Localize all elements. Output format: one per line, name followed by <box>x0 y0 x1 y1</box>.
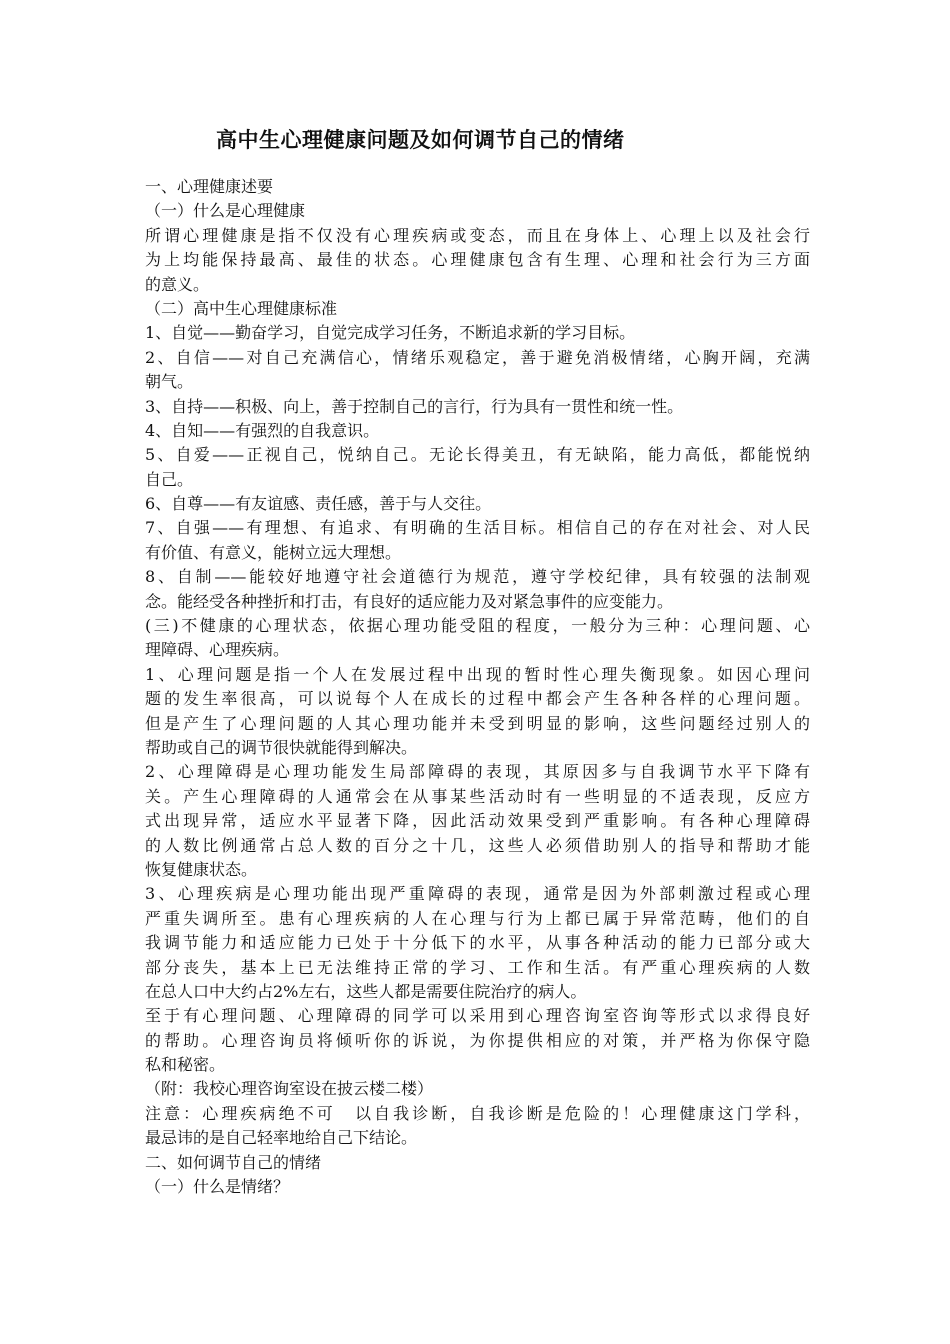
text-line: 1、心理问题是指一个人在发展过程中出现的暂时性心理失衡现象。如因心理问 <box>145 664 810 684</box>
text-line: 2、自信——对自己充满信心，情绪乐观稳定，善于避免消极情绪，心胸开阔，充满 <box>145 347 810 367</box>
text-line: 的意义。 <box>145 274 210 294</box>
text-line: 3、自持——积极、向上，善于控制自己的言行，行为具有一贯性和统一性。 <box>145 396 684 416</box>
text-line: 但是产生了心理问题的人其心理功能并未受到明显的影响，这些问题经过别人的 <box>145 713 810 733</box>
text-line: 2、心理障碍是心理功能发生局部障碍的表现，其原因多与自我调节水平下降有 <box>145 762 810 782</box>
text-line: 一、心理健康述要 <box>145 177 274 196</box>
text-line: 最忌讳的是自己轻率地给自己下结论。 <box>145 1128 418 1148</box>
text-line: 在总人口中大约占2%左右，这些人都是需要住院治疗的病人。 <box>145 981 587 1001</box>
text-line: （二）高中生心理健康标准 <box>145 298 338 318</box>
document-body <box>145 175 810 1199</box>
text-line: 帮助或自己的调节很快就能得到解决。 <box>145 737 418 757</box>
text-line: 的帮助。心理咨询员将倾听你的诉说，为你提供相应的对策，并严格为你保守隐 <box>145 1030 810 1050</box>
text-line: （附：我校心理咨询室设在披云楼二楼） <box>145 1079 434 1099</box>
text-line: 自己。 <box>145 469 194 489</box>
text-line: 部分丧失，基本上已无法维持正常的学习、工作和生活。有严重心理疾病的人数 <box>145 957 810 977</box>
text-line: 恢复健康状态。 <box>145 859 258 879</box>
text-line: 关。产生心理障碍的人通常会在从事某些活动时有一些明显的不适表现，反应方 <box>145 786 810 806</box>
text-line: 为上均能保持最高、最佳的状态。心理健康包含有生理、心理和社会行为三方面 <box>145 250 810 270</box>
text-line: 1、自觉——勤奋学习，自觉完成学习任务，不断追求新的学习目标。 <box>145 323 636 343</box>
text-line: 所谓心理健康是指不仅没有心理疾病或变态，而且在身体上、心理上以及社会行 <box>145 225 810 245</box>
text-line: 二、如何调节自己的情绪 <box>145 1152 322 1172</box>
text-line: 题的发生率很高，可以说每个人在成长的过程中都会产生各种各样的心理问题。 <box>145 689 810 709</box>
text-line: 注意：心理疾病绝不可 以自我诊断，自我诊断是危险的！心理健康这门学科， <box>145 1103 810 1123</box>
text-line: 式出现异常，适应水平显著下降，因此活动效果受到严重影响。有各种心理障碍 <box>145 811 810 831</box>
text-line: 7、自强——有理想、有追求、有明确的生活目标。相信自己的存在对社会、对人民 <box>145 518 810 538</box>
text-line: 4、自知——有强烈的自我意识。 <box>145 420 380 440</box>
text-line: 朝气。 <box>145 372 194 392</box>
text-line: 6、自尊——有友谊感、责任感，善于与人交往。 <box>145 494 492 514</box>
text-line: 理障碍、心理疾病。 <box>145 640 290 660</box>
document-title: 高中生心理健康问题及如何调节自己的情绪 <box>216 128 625 152</box>
text-line: 的人数比例通常占总人数的百分之十几，这些人必须借助别人的指导和帮助才能 <box>145 835 810 855</box>
text-line: (三)不健康的心理状态，依据心理功能受阻的程度，一般分为三种：心理问题、心 <box>145 616 810 636</box>
text-line: 私和秘密。 <box>145 1055 226 1075</box>
text-line: 有价值、有意义，能树立远大理想。 <box>145 542 402 562</box>
text-line: 念。能经受各种挫折和打击，有良好的适应能力及对紧急事件的应变能力。 <box>145 591 674 611</box>
text-line: 3、心理疾病是心理功能出现严重障碍的表现，通常是因为外部刺激过程或心理 <box>145 884 810 904</box>
text-line: （一）什么是心理健康 <box>145 201 306 221</box>
text-line: 我调节能力和适应能力已处于十分低下的水平，从事各种活动的能力已部分或大 <box>145 933 810 953</box>
text-line: （一）什么是情绪？ <box>145 1177 290 1197</box>
text-line: 8、自制——能较好地遵守社会道德行为规范，遵守学校纪律，具有较强的法制观 <box>145 567 810 587</box>
text-line: 至于有心理问题、心理障碍的同学可以采用到心理咨询室咨询等形式以求得良好 <box>145 1006 810 1026</box>
text-line: 严重失调所至。患有心理疾病的人在心理与行为上都已属于异常范畴，他们的自 <box>145 908 810 928</box>
text-line: 5、自爱——正视自己，悦纳自己。无论长得美丑，有无缺陷，能力高低，都能悦纳 <box>145 445 810 465</box>
